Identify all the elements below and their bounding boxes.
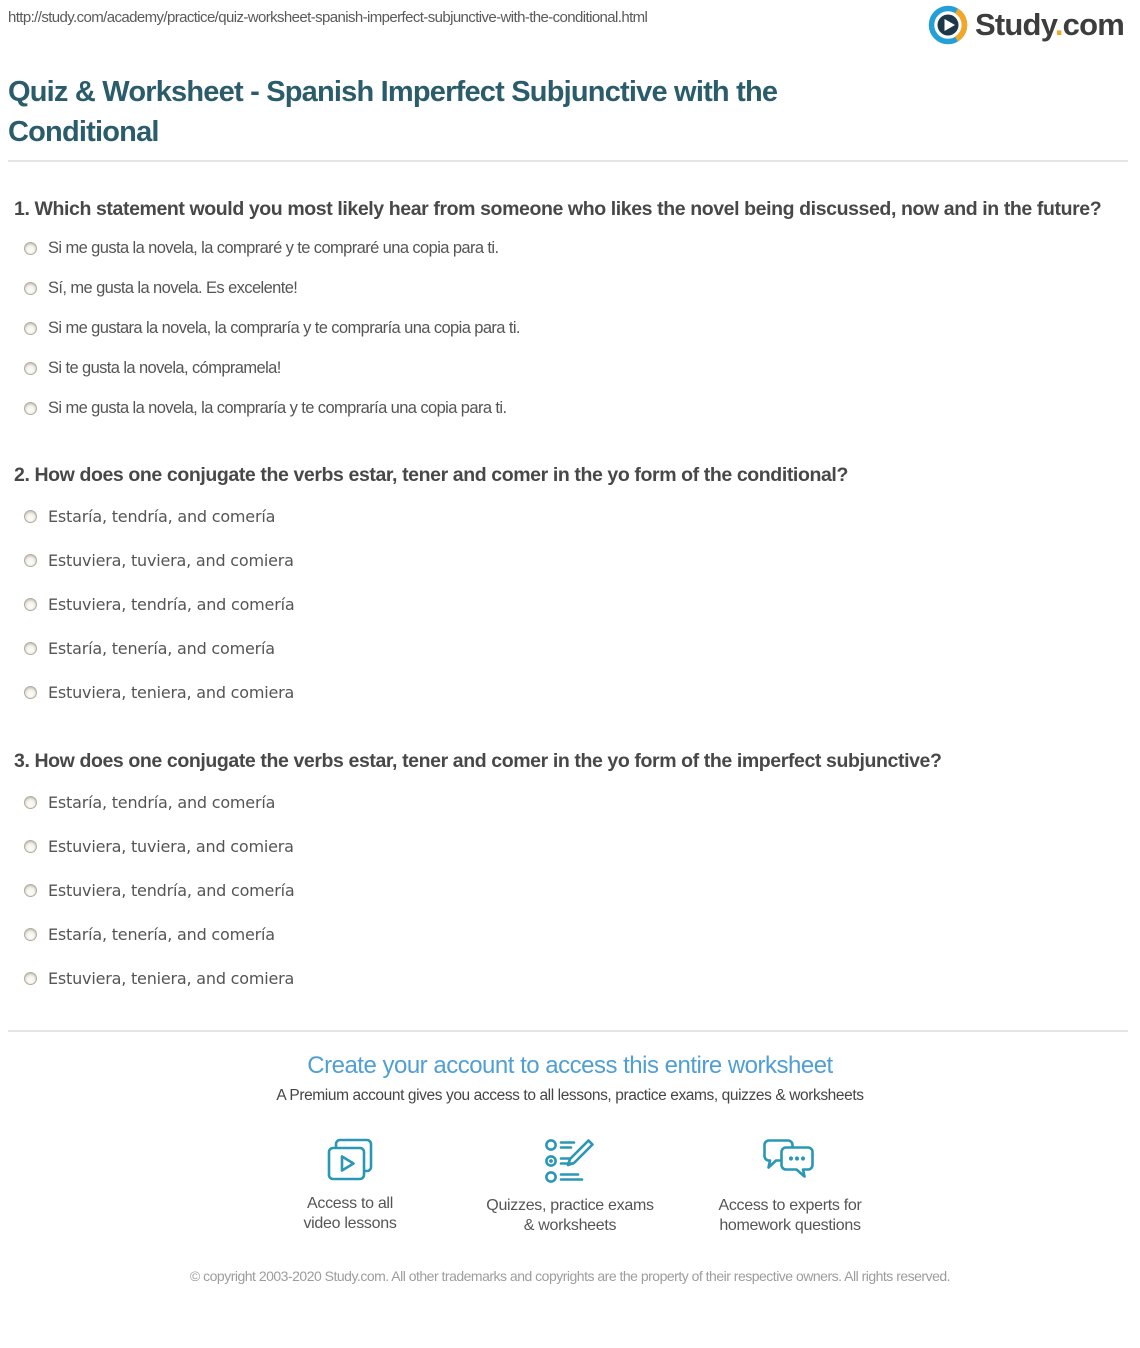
answer-option[interactable] bbox=[14, 348, 1126, 388]
answer-option[interactable] bbox=[14, 582, 1126, 626]
answer-option-label[interactable]: Si me gusta la novela, la compraría y te compraría una copia para ti. bbox=[48, 398, 507, 417]
question-3-text: 3. How does one conjugate the verbs estar, tener and comer in the yo form of the imperfect subjunctive? bbox=[14, 750, 942, 772]
radio-button[interactable] bbox=[24, 322, 37, 335]
question-2-text: 2. How does one conjugate the verbs estar, tener and comer in the yo form of the conditional? bbox=[14, 464, 848, 486]
answer-option-label[interactable]: Si te gusta la novela, cómpramela! bbox=[48, 358, 281, 377]
feature-label-line2: & worksheets bbox=[523, 1217, 617, 1234]
answer-option[interactable] bbox=[14, 780, 1126, 824]
answer-option[interactable] bbox=[14, 626, 1126, 670]
answer-option-label[interactable]: Estaría, tendría, and comería bbox=[48, 506, 276, 526]
quiz-checklist-pencil-icon bbox=[544, 1137, 596, 1185]
video-play-stack-icon bbox=[325, 1137, 375, 1183]
create-account-heading[interactable]: Create your account to access this entire worksheet bbox=[307, 1052, 833, 1079]
answer-option-label[interactable]: Sí, me gusta la novela. Es excelente! bbox=[48, 278, 298, 297]
radio-button[interactable] bbox=[24, 642, 37, 655]
logo-text-com: com bbox=[1062, 7, 1124, 42]
answer-option[interactable] bbox=[14, 494, 1126, 538]
feature-label bbox=[680, 1196, 900, 1236]
feature-expert-help bbox=[680, 1137, 900, 1236]
page-title: Quiz & Worksheet - Spanish Imperfect Subjunctive with the Conditional bbox=[8, 76, 778, 148]
logo-text-study: Study bbox=[975, 7, 1055, 42]
feature-label bbox=[460, 1196, 680, 1236]
radio-button[interactable] bbox=[24, 242, 37, 255]
play-circle-icon bbox=[928, 5, 968, 45]
answer-option[interactable] bbox=[14, 388, 1126, 428]
radio-button[interactable] bbox=[24, 282, 37, 295]
radio-button[interactable] bbox=[24, 402, 37, 415]
answer-option[interactable] bbox=[14, 228, 1126, 268]
copyright-notice: © copyright 2003-2020 Study.com. All other trademarks and copyrights are the property of their respective owners. All rights reserved. bbox=[189, 1268, 951, 1284]
answer-option-label[interactable]: Estuviera, tuviera, and comiera bbox=[48, 836, 294, 856]
signup-divider bbox=[8, 1030, 1128, 1032]
answer-option-label[interactable]: Estuviera, tuviera, and comiera bbox=[48, 550, 294, 570]
page-url: http://study.com/academy/practice/quiz-worksheet-spanish-imperfect-subjunctive-with-the-conditional.html bbox=[8, 9, 648, 26]
radio-button[interactable] bbox=[24, 510, 37, 523]
title-divider bbox=[8, 160, 1128, 162]
feature-quizzes-worksheets bbox=[460, 1137, 680, 1236]
radio-button[interactable] bbox=[24, 840, 37, 853]
answer-option-label[interactable]: Estuviera, teniera, and comiera bbox=[48, 682, 295, 702]
chat-bubbles-icon bbox=[762, 1137, 818, 1185]
answer-option[interactable] bbox=[14, 538, 1126, 582]
answer-option-label[interactable]: Estuviera, teniera, and comiera bbox=[48, 968, 295, 988]
answer-option[interactable] bbox=[14, 670, 1126, 714]
answer-option-label[interactable]: Si me gusta la novela, la compraré y te compraré una copia para ti. bbox=[48, 238, 499, 257]
radio-button[interactable] bbox=[24, 972, 37, 985]
radio-button[interactable] bbox=[24, 598, 37, 611]
feature-video-lessons bbox=[240, 1137, 460, 1236]
top-bar bbox=[0, 0, 1140, 46]
question-block-3 bbox=[14, 747, 1126, 1000]
answer-option[interactable] bbox=[14, 268, 1126, 308]
radio-button[interactable] bbox=[24, 362, 37, 375]
question-3-options bbox=[14, 780, 1126, 1000]
radio-button[interactable] bbox=[24, 686, 37, 699]
feature-label-line2: video lessons bbox=[303, 1215, 397, 1232]
premium-subheading: A Premium account gives you access to all lessons, practice exams, quizzes & worksheets bbox=[276, 1087, 864, 1104]
logo-wordmark bbox=[975, 7, 1124, 43]
logo-text-dot: . bbox=[1054, 7, 1063, 42]
answer-option[interactable] bbox=[14, 956, 1126, 1000]
question-1-options bbox=[14, 228, 1126, 428]
radio-button[interactable] bbox=[24, 928, 37, 941]
answer-option-label[interactable]: Estaría, tenería, and comería bbox=[48, 924, 275, 944]
feature-label-line1: Access to experts for bbox=[718, 1197, 862, 1214]
radio-button[interactable] bbox=[24, 884, 37, 897]
feature-list bbox=[0, 1137, 1140, 1236]
feature-label bbox=[240, 1194, 460, 1234]
answer-option-label[interactable]: Estaría, tendría, and comería bbox=[48, 792, 276, 812]
feature-label-line1: Access to all bbox=[307, 1195, 393, 1212]
radio-button[interactable] bbox=[24, 554, 37, 567]
answer-option[interactable] bbox=[14, 824, 1126, 868]
answer-option-label[interactable]: Estuviera, tendría, and comería bbox=[48, 880, 295, 900]
signup-section bbox=[0, 1052, 1140, 1236]
question-1-text: 1. Which statement would you most likely hear from someone who likes the novel being discussed, now and in the future? bbox=[14, 198, 1102, 220]
studycom-logo[interactable] bbox=[928, 5, 1124, 45]
radio-button[interactable] bbox=[24, 796, 37, 809]
answer-option-label[interactable]: Estaría, tenería, and comería bbox=[48, 638, 275, 658]
answer-option[interactable] bbox=[14, 912, 1126, 956]
answer-option-label[interactable]: Estuviera, tendría, and comería bbox=[48, 594, 295, 614]
answer-option[interactable] bbox=[14, 868, 1126, 912]
feature-label-line1: Quizzes, practice exams bbox=[486, 1197, 654, 1214]
question-2-options bbox=[14, 494, 1126, 714]
answer-option[interactable] bbox=[14, 308, 1126, 348]
question-block-1 bbox=[14, 195, 1126, 428]
answer-option-label[interactable]: Si me gustara la novela, la compraría y te compraría una copia para ti. bbox=[48, 318, 520, 337]
question-block-2 bbox=[14, 461, 1126, 714]
feature-label-line2: homework questions bbox=[719, 1217, 861, 1234]
